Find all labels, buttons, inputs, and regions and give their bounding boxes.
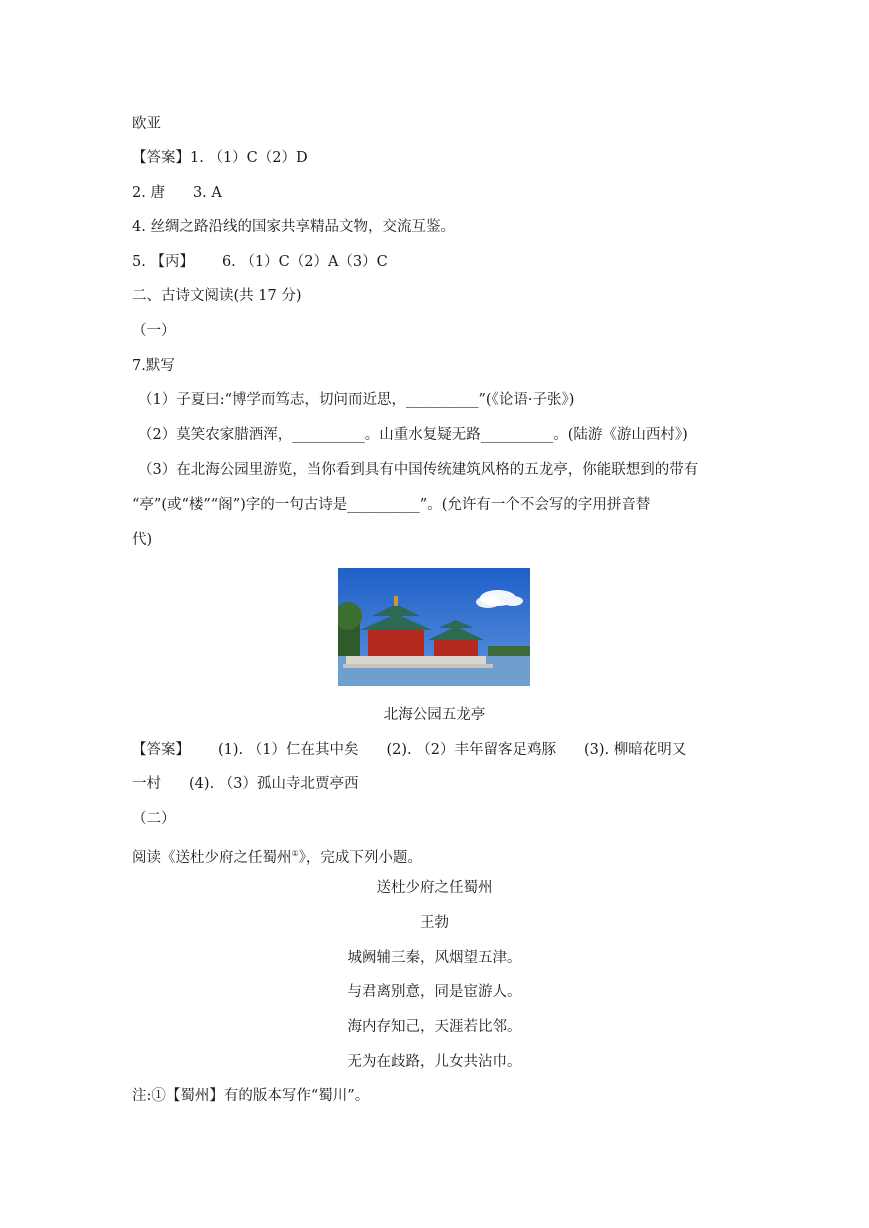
answer-tag: 【答案】 xyxy=(132,150,190,166)
poem-line: 无为在歧路，儿女共沾巾。 xyxy=(347,1054,522,1070)
answer-line xyxy=(132,740,686,760)
question-number: 7.默写 xyxy=(132,358,175,374)
answer-text: 2. 唐 xyxy=(132,185,165,201)
question-item: （2）莫笑农家腊酒浑，__________。山重水复疑无路__________。(陆游《游山西村》) xyxy=(138,427,688,443)
answer-line xyxy=(132,774,358,794)
answer-text: (1). （1）仁在其中矣 xyxy=(218,742,359,758)
subsection-label: （一） xyxy=(132,323,176,339)
text-line: 欧亚 xyxy=(132,116,161,132)
answer-text: 6. （1）C（2）A（3）C xyxy=(221,254,388,270)
poem-author: 王勃 xyxy=(420,915,449,931)
image-caption: 北海公园五龙亭 xyxy=(383,707,486,723)
pavilion-photo xyxy=(338,568,530,686)
answer-text: 一村 xyxy=(132,776,161,792)
question-item: （1）子夏曰:“博学而笃志，切问而近思，__________”(《论语·子张》) xyxy=(138,392,575,408)
answer-line-5 xyxy=(132,252,388,272)
poem-line: 城阙辅三秦，风烟望五津。 xyxy=(347,950,522,966)
poem-line: 海内存知己，天涯若比邻。 xyxy=(347,1019,522,1035)
poem-line: 与君离别意，同是宦游人。 xyxy=(347,984,522,1000)
answer-line-4: 4. 丝绸之路沿线的国家共享精品文物，交流互鉴。 xyxy=(132,219,455,235)
answer-text: (4). （3）孤山寺北贾亭西 xyxy=(189,776,359,792)
footnote: 注:①【蜀州】有的版本写作“蜀川”。 xyxy=(132,1088,370,1104)
footnote-marker: ① xyxy=(291,849,299,858)
answer-text: (3). 柳暗花明又 xyxy=(583,742,687,758)
answer-text: 3. A xyxy=(192,185,222,201)
poem-title: 送杜少府之任蜀州 xyxy=(376,880,493,896)
answer-text: 1. （1）C（2）D xyxy=(190,150,308,166)
answer-line-1 xyxy=(132,148,308,168)
answer-text: 5. 【丙】 xyxy=(132,254,194,270)
answer-text: (2). （2）丰年留客足鸡豚 xyxy=(386,742,556,758)
question-item-cont: “亭”(或“楼”“阁”)字的一句古诗是__________”。(允许有一个不会写的字用拼音替 xyxy=(132,497,651,513)
reading-instruction: 阅读《送杜少府之任蜀州①》，完成下列小题。 xyxy=(132,849,422,866)
question-item: （3）在北海公园里游览，当你看到具有中国传统建筑风格的五龙亭，你能联想到的带有 xyxy=(138,462,699,478)
answer-line-2 xyxy=(132,183,222,203)
subsection-label: （二） xyxy=(132,811,176,827)
question-item-cont: 代) xyxy=(132,532,153,548)
answer-tag: 【答案】 xyxy=(132,742,190,758)
section-heading: 二、古诗文阅读(共 17 分) xyxy=(132,288,302,304)
